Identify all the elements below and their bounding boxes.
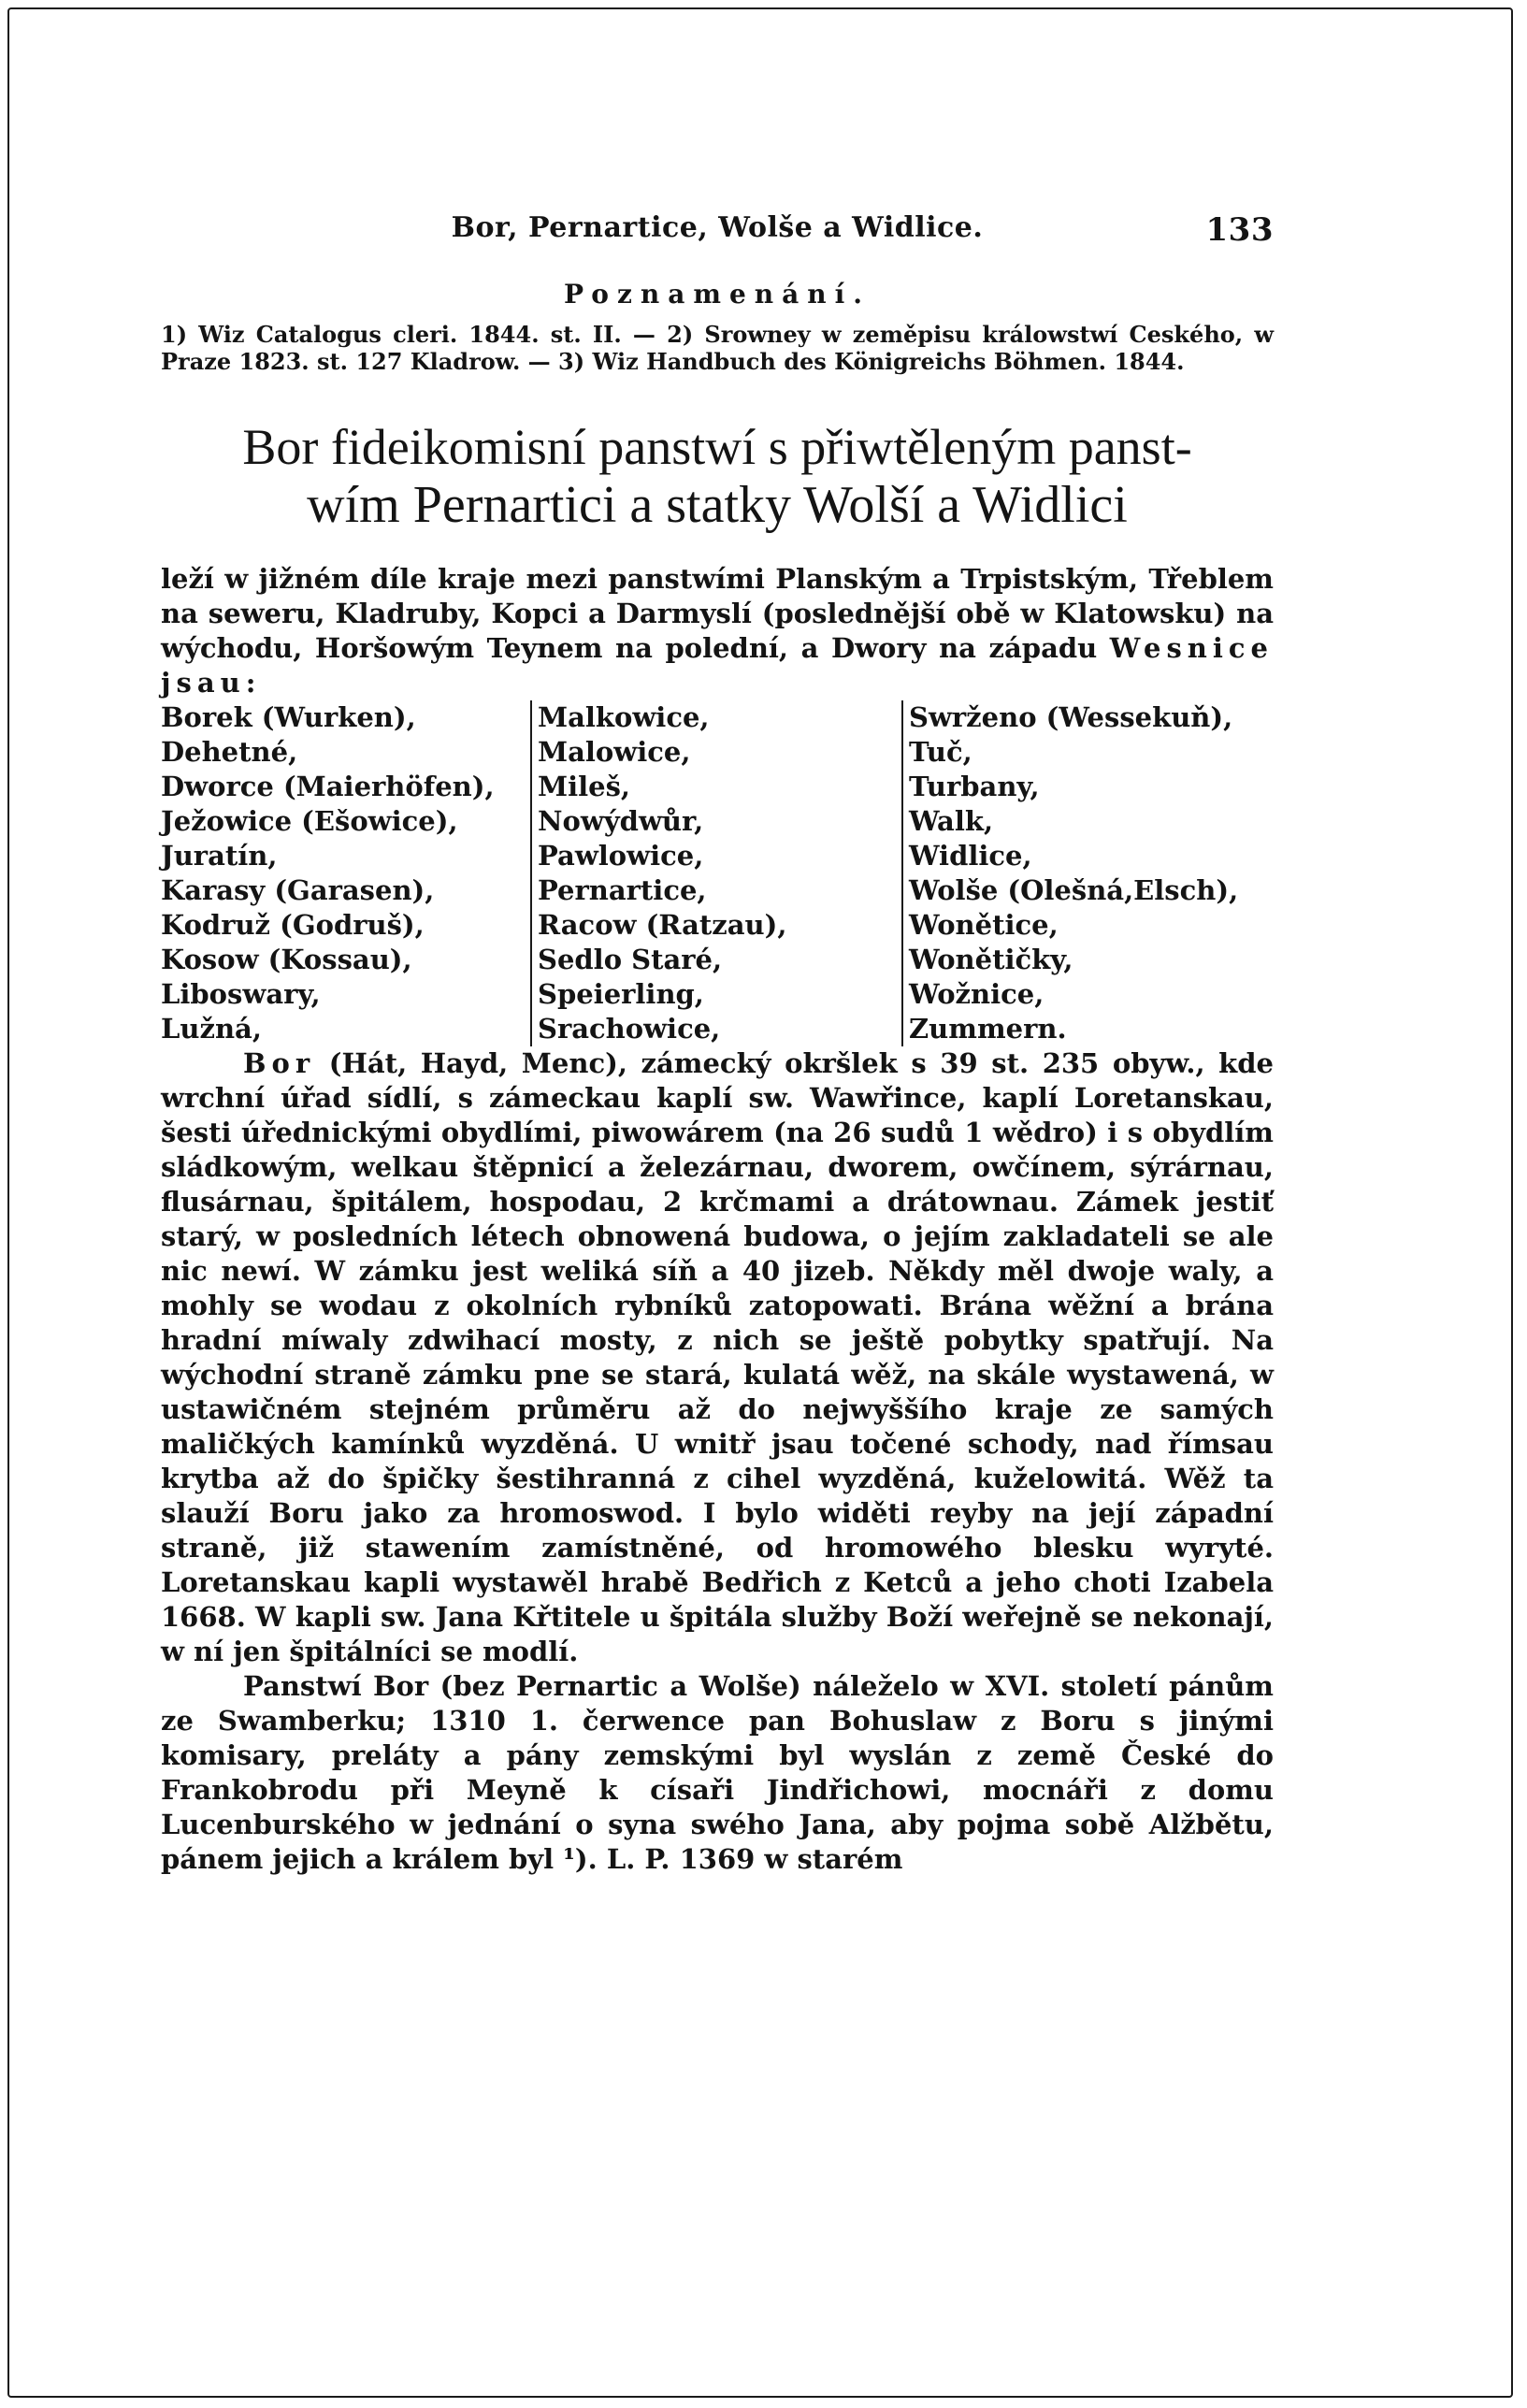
village-item: Karasy (Garasen),	[161, 874, 435, 906]
page-content	[161, 211, 1274, 1877]
village-item: Widlice,	[909, 840, 1032, 872]
page-number: 133	[1205, 211, 1274, 249]
village-item: Pawlowice,	[538, 840, 704, 872]
intro-paragraph	[161, 562, 1274, 700]
village-item: Kosow (Kossau),	[161, 944, 412, 975]
villages-column-2	[530, 700, 901, 1046]
notes-heading: Poznamenání.	[563, 279, 872, 310]
section-title	[161, 418, 1274, 534]
village-item: Swrženo (Wessekuň),	[909, 701, 1233, 733]
running-head	[161, 211, 1274, 252]
villages-column-3	[901, 700, 1274, 1046]
village-item: Walk,	[909, 805, 994, 837]
section-title-line-2: wím Pernartici a statky Wolší a Widlici	[307, 476, 1128, 534]
village-item: Racow (Ratzau),	[538, 909, 787, 941]
village-item: Malowice,	[538, 736, 691, 768]
villages-label: Wesnice jsau:	[161, 632, 1274, 699]
village-item: Wonětice,	[909, 909, 1059, 941]
villages-column-1	[161, 700, 530, 1046]
village-item: Wolše (Olešná,Elsch),	[909, 874, 1239, 906]
village-item: Ježowice (Ešowice),	[161, 805, 458, 837]
village-item: Zummern.	[909, 1013, 1067, 1045]
village-item: Srachowice,	[538, 1013, 721, 1045]
village-item: Dworce (Maierhöfen),	[161, 771, 495, 802]
village-item: Sedlo Staré,	[538, 944, 723, 975]
village-item: Tuč,	[909, 736, 972, 768]
village-item: Dehetné,	[161, 736, 298, 768]
village-item: Nowýdwůr,	[538, 805, 704, 837]
paragraph-bor-text: (Hát, Hayd, Menc), zámecký okršlek s 39 st. 235 obyw., kde wrchní úřad sídlí, s zámeckau kaplí sw. Wawřince, kaplí Loretanskau, šesti úřednickými obydlími, piwowárem (na 26 sudů 1 wědro) i s obydlím sládkowým, welkau štěpnicí a železárnau, dworem, owčínem, sýrárnau, flusárnau, špitálem, hospodau, 2 krčmami a drátownau. Zámek jestiť starý, w posledních létech obnowená budowa, o jejím zakladateli se ale nic newí. W zámku jest weliká síň a 40 jizeb. Někdy měl dwoje waly, a mohly se wodau z okolních rybníků zatopowati. Brána wěžní a brána hradní míwaly zdwihací mosty, z nich se ještě pobytky spatřují. Na wýchodní straně zámku pne se stará, kulatá wěž, na skále wystawená, w ustawičném stejném průměru až do nejwyššího kraje ze samých maličkých kamínků wyzděná. U wnitř jsau točené schody, nad římsau krytba až do špičky šestihranná z cihel wyzděná, kuželowitá. Wěž ta slauží Boru jako za hromoswod. I bylo widěti reyby na její západní straně, již stawením zamístněné, od hromowého blesku wyryté. Loretanskau kapli wystawěl hrabě Bedřich z Ketců a jeho choti Izabela 1668. W kapli sw. Jana Křtitele u špitála služby Boží weřejně se nekonají, w ní jen špitálníci se modlí.	[161, 1047, 1274, 1667]
paragraph-bor-lead: Bor	[243, 1047, 316, 1079]
village-item: Kodruž (Godruš),	[161, 909, 425, 941]
paragraph-history: Panstwí Bor (bez Pernartic a Wolše) náleželo w XVI. století pánům ze Swamberku; 1310 1. čerwence pan Bohuslaw z Boru s jinými komisary, preláty a pány zemskými byl wyslán z země České do Frankobrodu při Meyně k císaři Jindřichowi, mocnáři z domu Lucenburského w jednání o syna swého Jana, aby pojma sobě Alžbětu, pánem jejich a králem byl ¹). L. P. 1369 w starém	[161, 1670, 1274, 1875]
village-item: Malkowice,	[538, 701, 710, 733]
village-item: Mileš,	[538, 771, 631, 802]
village-item: Borek (Wurken),	[161, 701, 416, 733]
village-item: Lužná,	[161, 1013, 262, 1045]
footnotes-text: 1) Wiz Catalogus cleri. 1844. st. II. — 2) Srowney w zeměpisu králowstwí Ceského, w Praze 1823. st. 127 Kladrow. — 3) Wiz Handbuch des Königreichs Böhmen. 1844.	[161, 321, 1274, 375]
village-item: Pernartice,	[538, 874, 707, 906]
paragraph-bor	[161, 1046, 1274, 1669]
section-title-line-1: Bor fideikomisní panstwí s přiwtěleným panst-	[242, 419, 1192, 475]
village-item: Juratín,	[161, 840, 278, 872]
villages-list	[161, 700, 1274, 1046]
village-item: Liboswary,	[161, 978, 321, 1010]
intro-text: leží w jižném díle kraje mezi panstwími Planským a Trpistským, Třeblem na seweru, Kladruby, Kopci a Darmyslí (poslednější obě w Klatowsku) na wýchodu, Horšowým Teynem na polední, a Dwory na západu	[161, 563, 1274, 664]
running-title: Bor, Pernartice, Wolše a Widlice.	[451, 211, 984, 244]
village-item: Turbany,	[909, 771, 1040, 802]
village-item: Speierling,	[538, 978, 704, 1010]
village-item: Wonětičky,	[909, 944, 1073, 975]
village-item: Wožnice,	[909, 978, 1044, 1010]
